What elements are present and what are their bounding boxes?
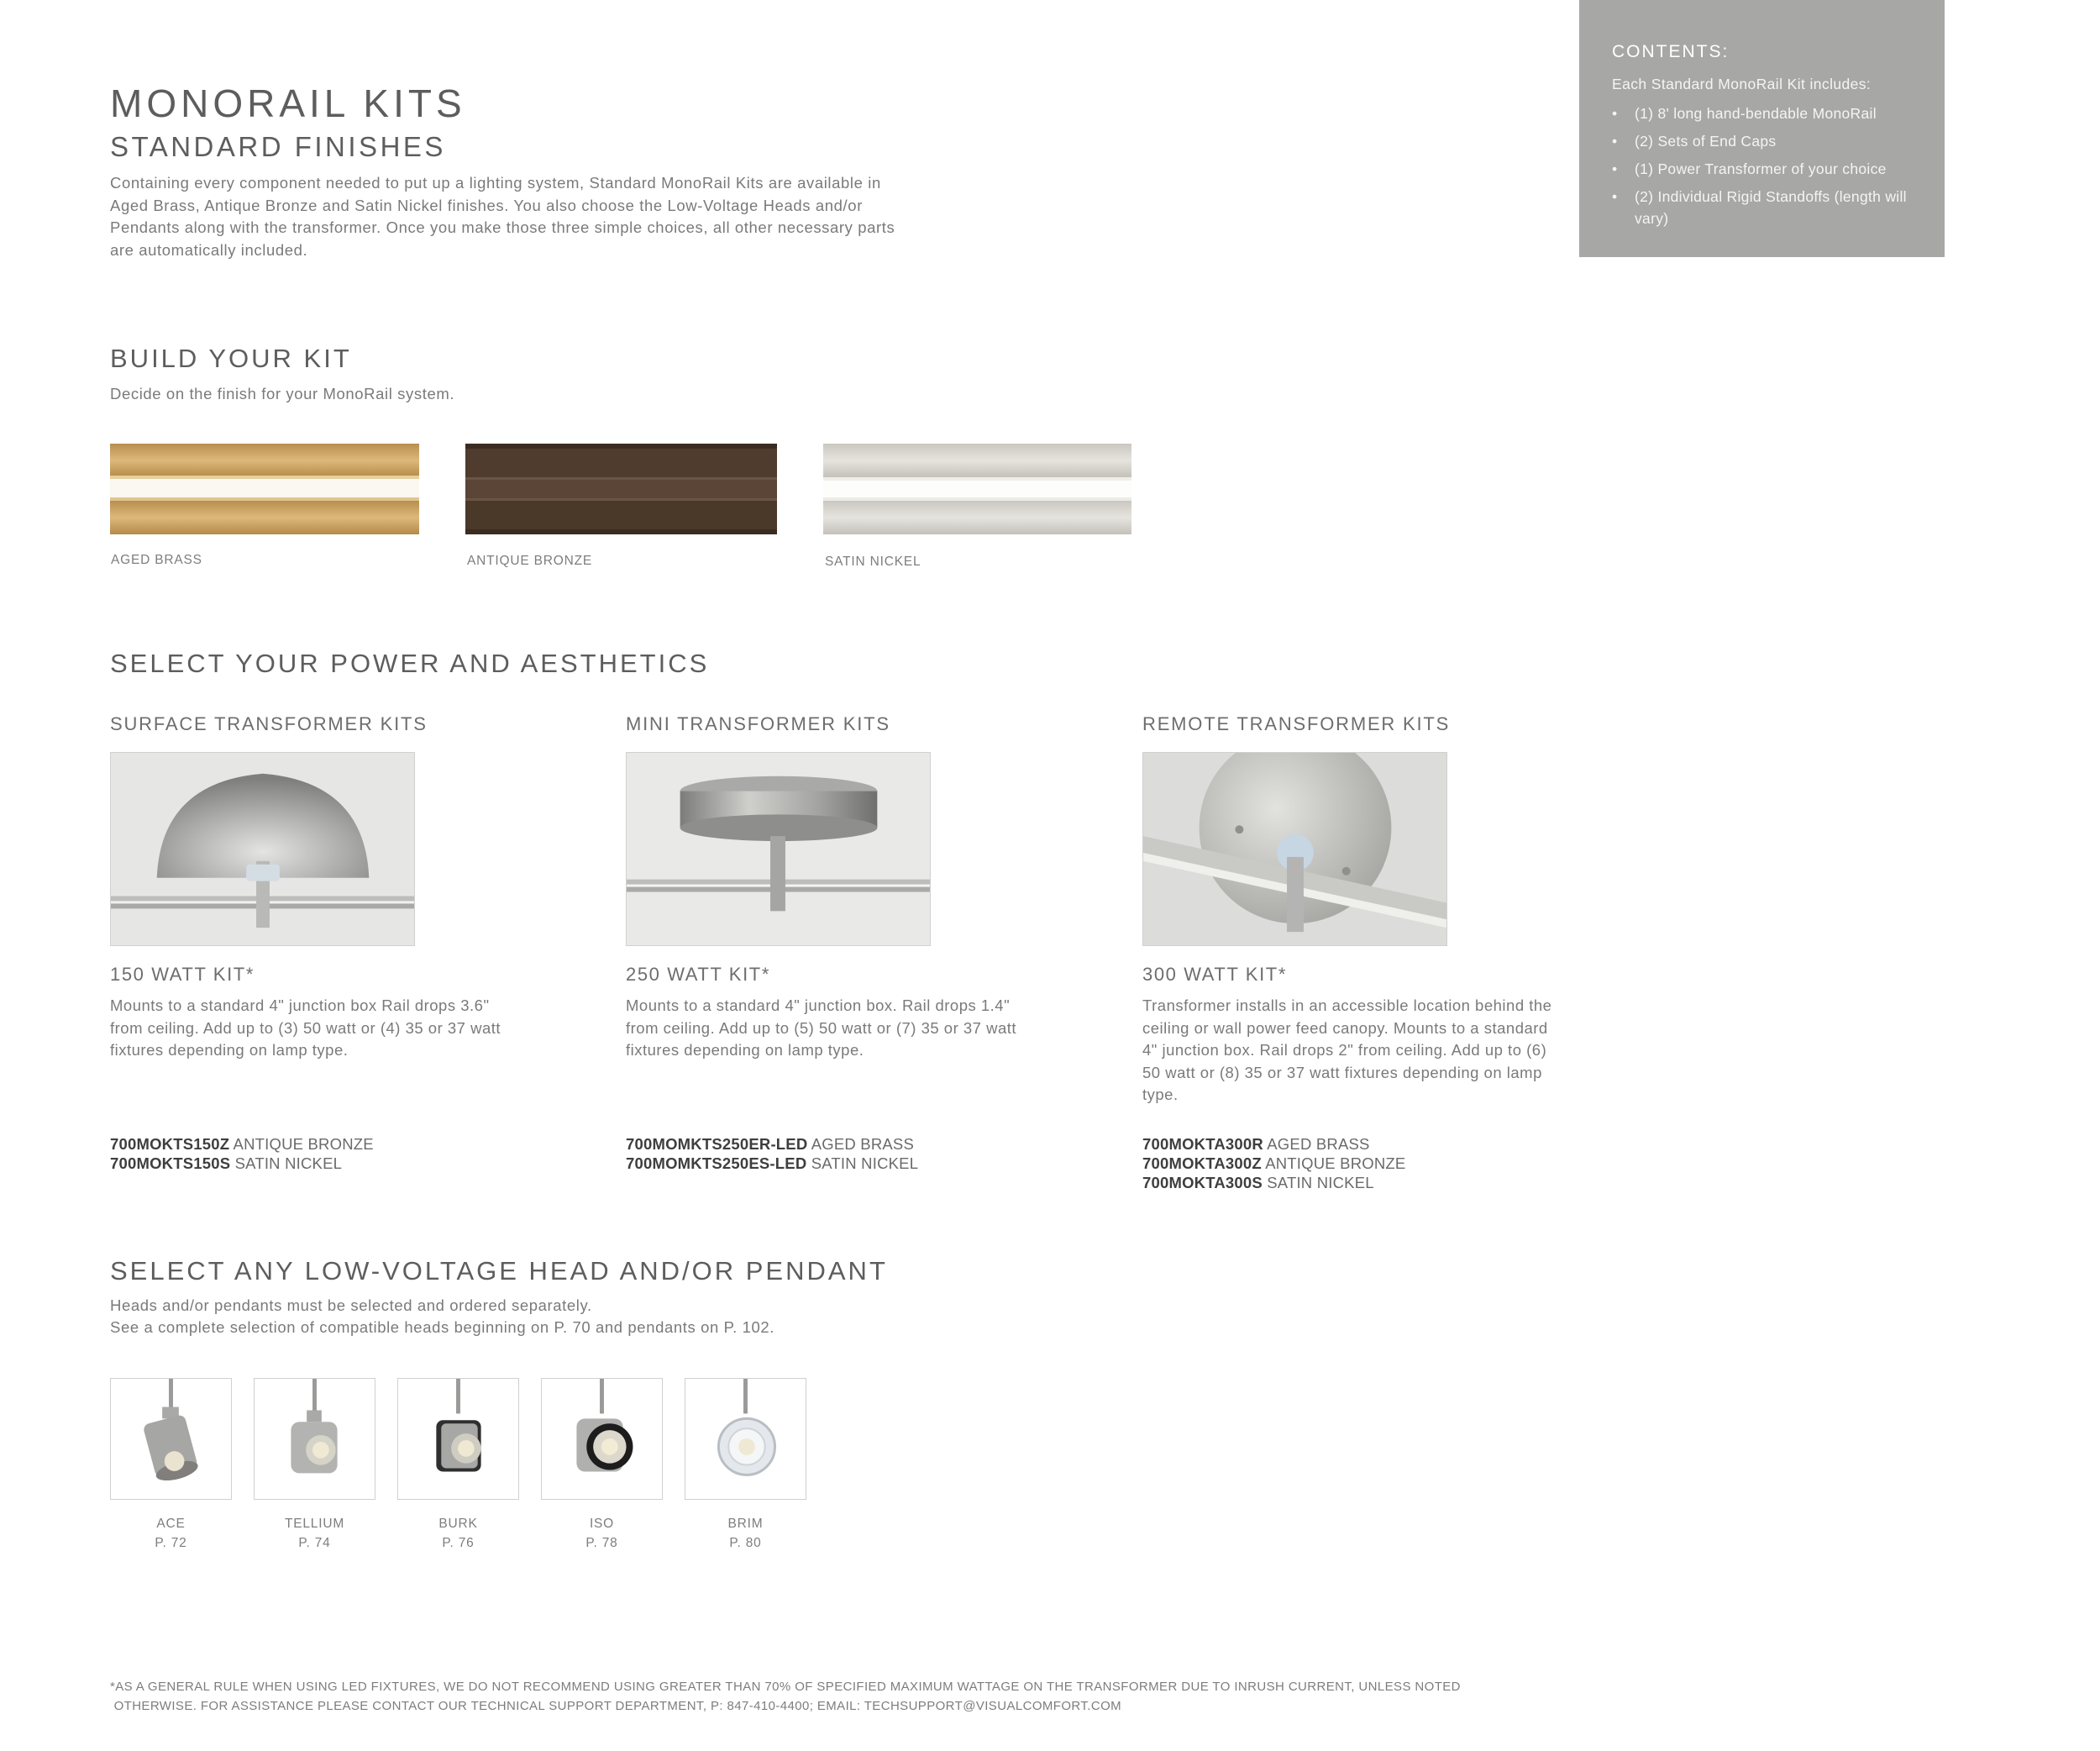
sku-row — [1142, 1154, 1405, 1174]
sku-row — [110, 1154, 342, 1174]
surface-kit-heading: SURFACE TRANSFORMER KITS — [110, 713, 428, 734]
contents-item: • (2) Individual Rigid Standoffs (length will vary) — [1612, 186, 1931, 229]
contents-item: • (1) 8' long hand-bendable MonoRail — [1612, 103, 1931, 124]
head-page: P. 72 — [155, 1536, 187, 1550]
page-title: MONORAIL KITS — [110, 82, 466, 125]
satin-nickel-swatch[interactable] — [823, 444, 1131, 534]
contents-title: CONTENTS: — [1612, 42, 1730, 61]
heads-heading: SELECT ANY LOW-VOLTAGE HEAD AND/OR PENDANT — [110, 1256, 888, 1286]
contents-list — [1612, 103, 1931, 235]
sku-row — [110, 1134, 374, 1154]
mini-watt: 250 WATT KIT* — [626, 964, 770, 985]
antique-bronze-swatch[interactable] — [465, 444, 777, 534]
antique-bronze-label: ANTIQUE BRONZE — [467, 554, 592, 568]
mini-kit-heading: MINI TRANSFORMER KITS — [626, 713, 890, 734]
power-heading: SELECT YOUR POWER AND AESTHETICS — [110, 649, 710, 678]
head-name: TELLIUM — [284, 1517, 345, 1531]
head-name: ISO — [589, 1517, 615, 1531]
aged-brass-label: AGED BRASS — [111, 553, 202, 567]
remote-transformer-image[interactable] — [1142, 752, 1447, 946]
contents-item: • (1) Power Transformer of your choice — [1612, 158, 1931, 180]
contents-item: • (2) Sets of End Caps — [1612, 130, 1931, 152]
sku-row — [626, 1154, 918, 1174]
remote-kit-heading: REMOTE TRANSFORMER KITS — [1142, 713, 1451, 734]
contents-box — [1579, 0, 1945, 257]
build-subtext: Decide on the finish for your MonoRail system. — [110, 385, 455, 402]
footnote-line-1: *AS A GENERAL RULE WHEN USING LED FIXTURES, WE DO NOT RECOMMEND USING GREATER THAN 70% OF SPECIFIED MAXIMUM WATTAGE ON THE TRANSFORMER DUE TO INRUSH CURRENT, UNLESS NOTED — [110, 1680, 1461, 1694]
head-page: P. 74 — [298, 1536, 331, 1550]
sku-code: 700MOKTS150S — [110, 1154, 231, 1172]
head-name: BRIM — [727, 1517, 764, 1531]
bullet: • — [1612, 133, 1618, 150]
mini-transformer-image[interactable] — [626, 752, 931, 946]
intro-paragraph: Containing every component needed to put up a lighting system, Standard MonoRail Kits are available in Aged Brass, Antique Bronze and Satin Nickel finishes. You also choose the Low-Voltage Heads and/or Pendants along with the transformer. Once you make those three simple choices, all other necessary parts are automatically included. — [110, 174, 895, 259]
footnote — [110, 1677, 1538, 1716]
satin-nickel-rail-image — [823, 444, 1131, 534]
sku-finish: SATIN NICKEL — [230, 1154, 343, 1172]
mini-description: Mounts to a standard 4" junction box. Rail drops 1.4" from ceiling. Add up to (5) 50 watt or (7) 35 or 37 watt fixtures depending on lamp type. — [626, 996, 1017, 1059]
sku-row — [1142, 1173, 1374, 1193]
surface-watt: 150 WATT KIT* — [110, 964, 255, 985]
head-page: P. 76 — [442, 1536, 475, 1550]
sku-code: 700MOKTA300Z — [1142, 1154, 1262, 1172]
sku-code: 700MOMKTS250ER-LED — [626, 1135, 808, 1153]
heads-subtext-2: See a complete selection of compatible heads beginning on P. 70 and pendants on P. 102. — [110, 1318, 775, 1336]
sku-finish: SATIN NICKEL — [806, 1154, 919, 1172]
sku-row — [626, 1134, 914, 1154]
remote-watt: 300 WATT KIT* — [1142, 964, 1287, 985]
sku-code: 700MOKTS150Z — [110, 1135, 230, 1153]
bullet: • — [1612, 160, 1618, 177]
iso-head-image[interactable] — [541, 1378, 663, 1500]
brim-head-image[interactable] — [685, 1378, 806, 1500]
sku-finish: AGED BRASS — [1263, 1135, 1370, 1153]
bullet: • — [1612, 188, 1618, 205]
heads-subtext-1: Heads and/or pendants must be selected and ordered separately. — [110, 1296, 592, 1314]
page-subtitle: STANDARD FINISHES — [110, 131, 446, 162]
bullet: • — [1612, 105, 1618, 122]
sku-code: 700MOKTA300R — [1142, 1135, 1263, 1153]
head-page: P. 78 — [585, 1536, 618, 1550]
sku-code: 700MOKTA300S — [1142, 1174, 1263, 1191]
tellium-head-image[interactable] — [254, 1378, 375, 1500]
sku-finish: ANTIQUE BRONZE — [1261, 1154, 1406, 1172]
footnote-line-2: OTHERWISE. FOR ASSISTANCE PLEASE CONTACT OUR TECHNICAL SUPPORT DEPARTMENT, P: 847-410-4400; EMAIL: TECHSUPPORT@VISUALCOMFORT.COM — [110, 1699, 1122, 1713]
burk-head-image[interactable] — [397, 1378, 519, 1500]
build-heading: BUILD YOUR KIT — [110, 344, 352, 373]
surface-transformer-image[interactable] — [110, 752, 415, 946]
head-page: P. 80 — [729, 1536, 762, 1550]
ace-head-image[interactable] — [110, 1378, 232, 1500]
head-name: BURK — [438, 1517, 478, 1531]
sku-row — [1142, 1134, 1370, 1154]
satin-nickel-label: SATIN NICKEL — [825, 555, 921, 569]
aged-brass-swatch[interactable] — [110, 444, 419, 534]
sku-code: 700MOMKTS250ES-LED — [626, 1154, 807, 1172]
sku-finish: SATIN NICKEL — [1262, 1174, 1374, 1191]
surface-description: Mounts to a standard 4" junction box Rail drops 3.6" from ceiling. Add up to (3) 50 watt or (4) 35 or 37 watt fixtures depending on lamp type. — [110, 996, 501, 1059]
head-name: ACE — [156, 1517, 186, 1531]
remote-description: Transformer installs in an accessible location behind the ceiling or wall power feed canopy. Mounts to a standard 4" junction box. Rail drops 2" from ceiling. Add up to (6) 50 watt or (8) 35 or 37 watt fixtures depending on lamp type. — [1142, 996, 1552, 1103]
aged-brass-rail-image — [110, 444, 419, 534]
antique-bronze-rail-image — [465, 444, 777, 534]
contents-intro: Each Standard MonoRail Kit includes: — [1612, 76, 1872, 92]
sku-finish: ANTIQUE BRONZE — [229, 1135, 374, 1153]
sku-finish: AGED BRASS — [807, 1135, 915, 1153]
